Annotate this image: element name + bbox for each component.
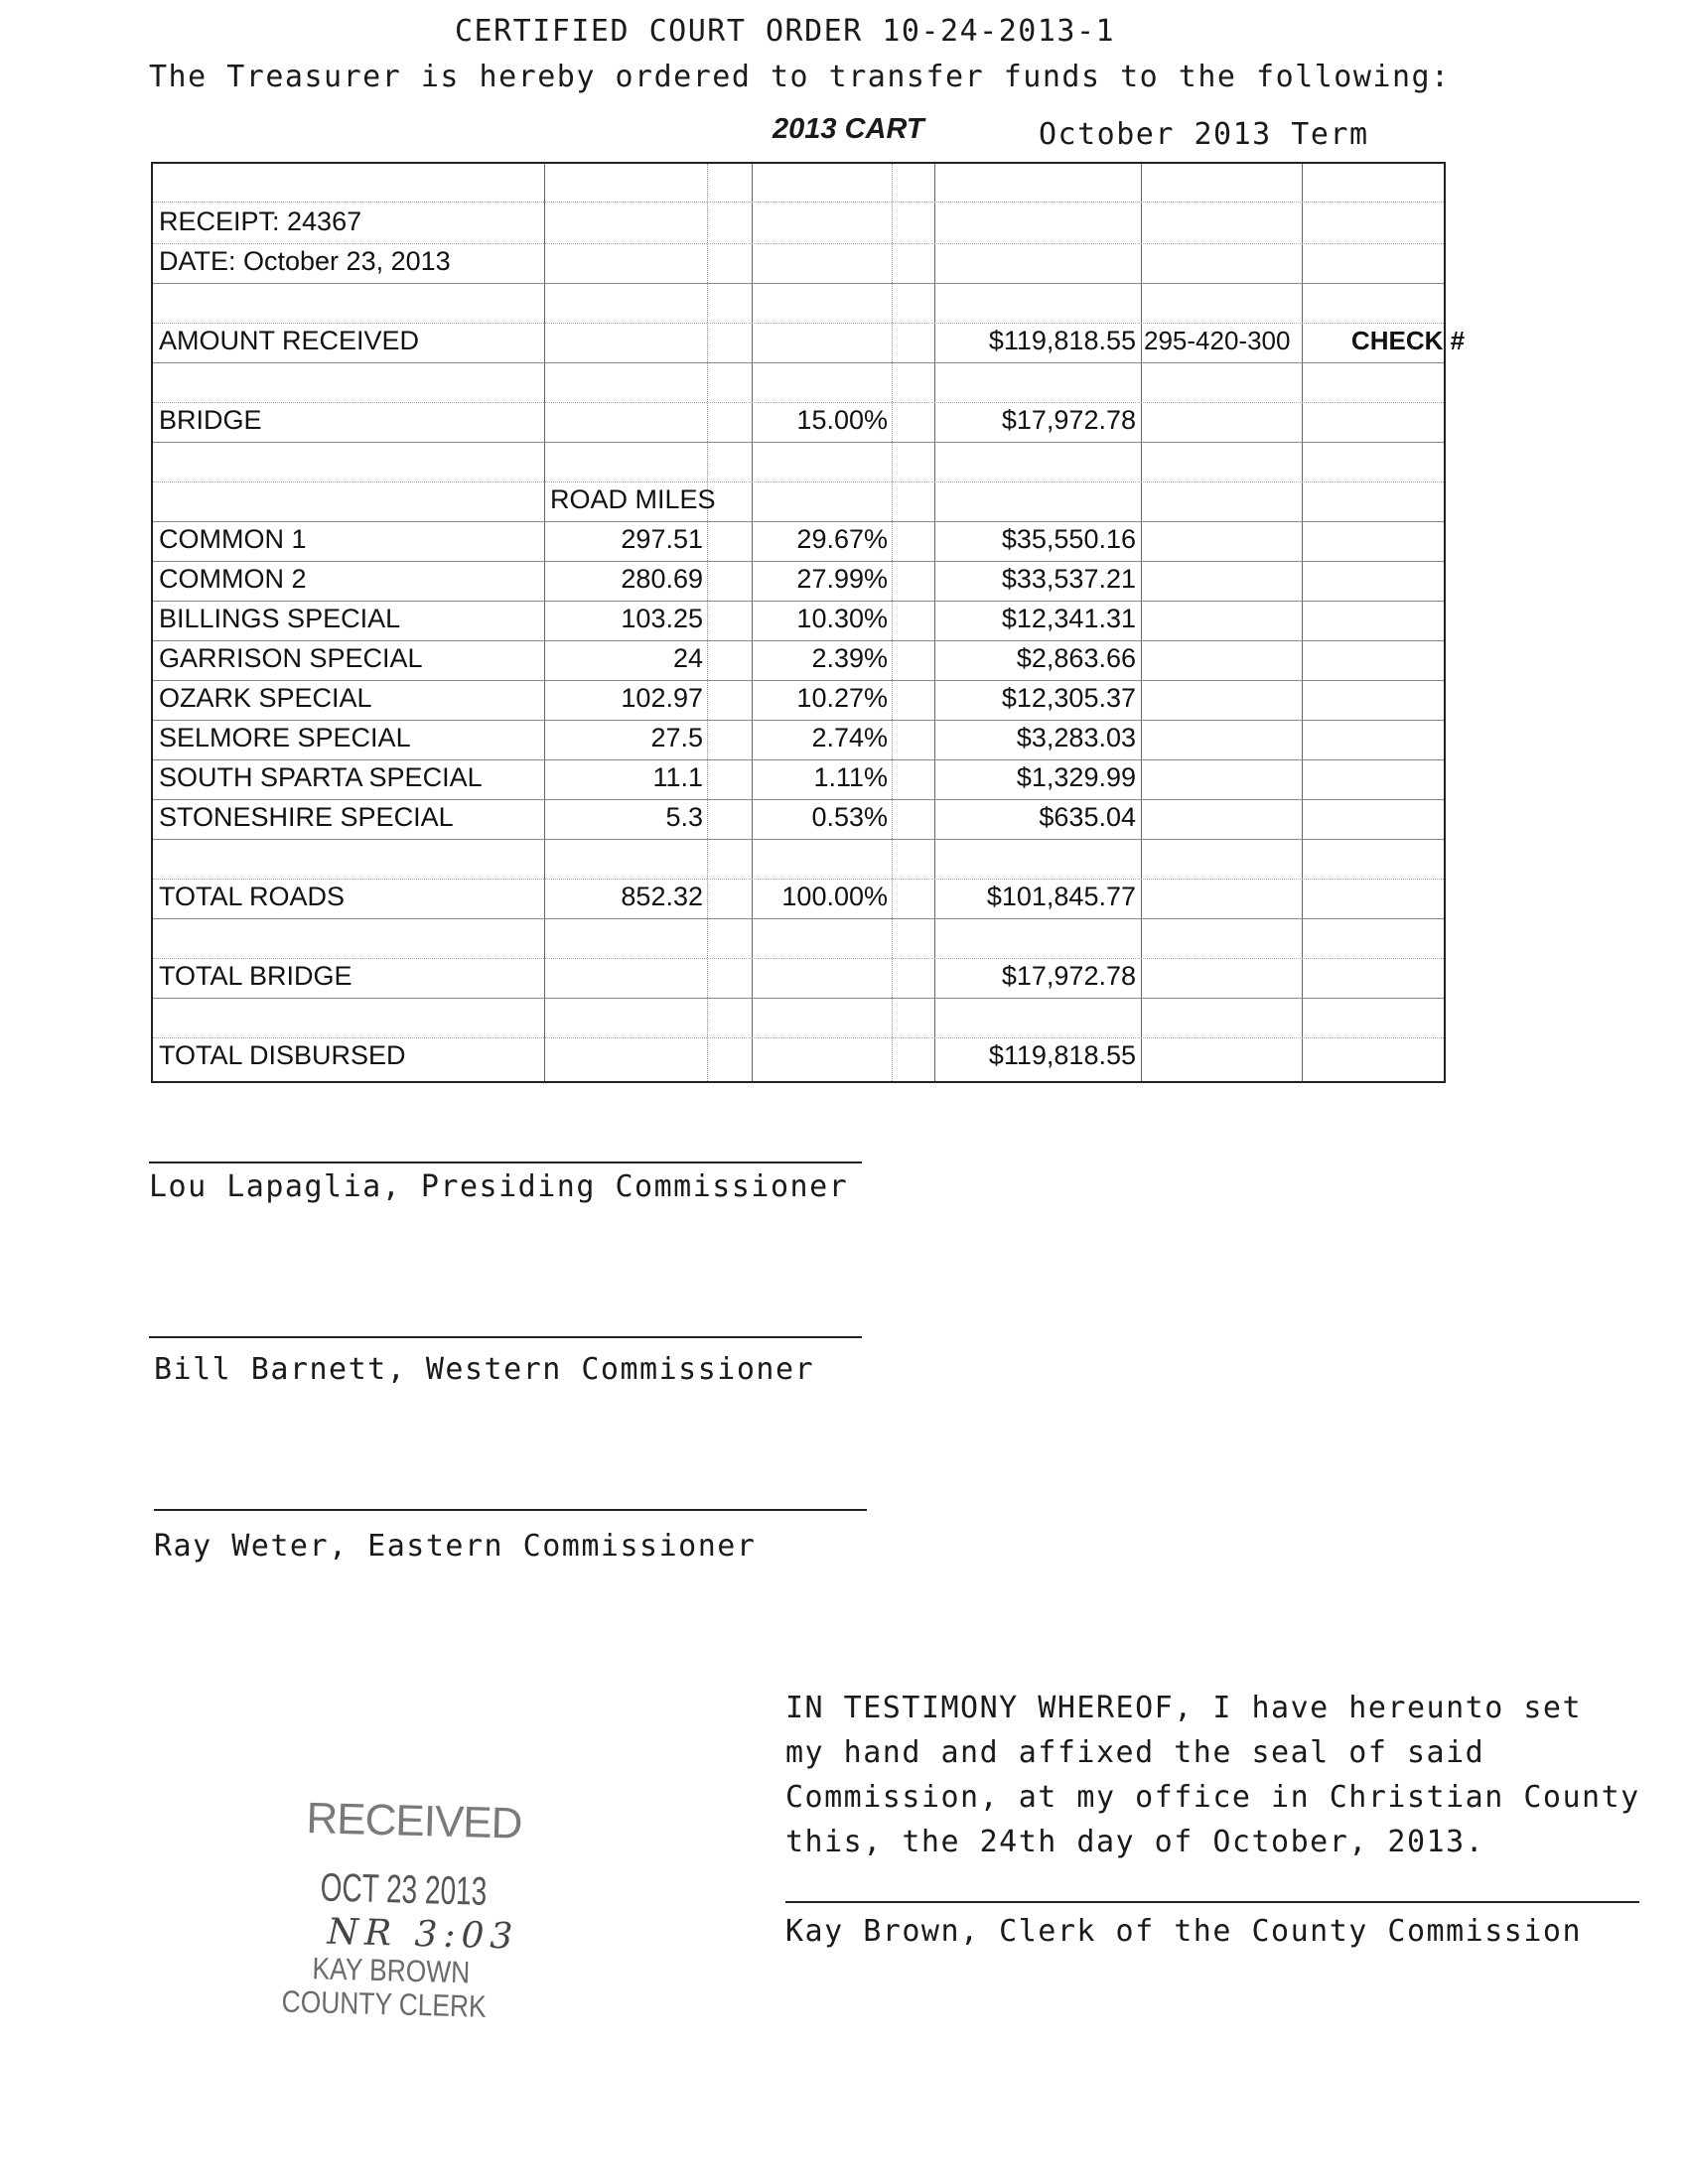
total-bridge-amount: $17,972.78: [1001, 961, 1136, 991]
district-amount: $635.04: [1039, 802, 1136, 832]
stamp-received: RECEIVED: [305, 1794, 523, 1848]
district-road-miles: 102.97: [621, 683, 703, 713]
bridge-label: BRIDGE: [159, 405, 262, 435]
stamp-date: OCT 23 2013: [320, 1865, 488, 1914]
district-road-miles: 24: [672, 643, 703, 673]
district-road-miles: 297.51: [621, 524, 703, 554]
district-label: GARRISON SPECIAL: [159, 643, 423, 673]
district-road-miles: 11.1: [652, 762, 703, 792]
road-miles-header: ROAD MILES: [550, 484, 716, 514]
district-amount: $3,283.03: [1016, 723, 1136, 752]
total-roads-miles: 852.32: [621, 882, 703, 911]
amount-received-label: AMOUNT RECEIVED: [159, 326, 420, 355]
district-amount: $1,329.99: [1016, 762, 1136, 792]
program-label: 2013 CART: [773, 113, 924, 145]
district-amount: $35,550.16: [1001, 524, 1136, 554]
district-label: OZARK SPECIAL: [159, 683, 372, 713]
district-label: SOUTH SPARTA SPECIAL: [159, 762, 483, 792]
amount-received-value: $119,818.55: [988, 326, 1136, 355]
receipt-number: RECEIPT: 24367: [159, 206, 362, 236]
account-number: 295-420-300: [1144, 326, 1291, 355]
district-percent: 2.74%: [811, 723, 888, 752]
total-disbursed-label: TOTAL DISBURSED: [159, 1040, 406, 1070]
district-amount: $12,341.31: [1001, 604, 1136, 633]
clerk-name: Kay Brown, Clerk of the County Commission: [785, 1914, 1583, 1949]
testimony-line-3: Commission, at my office in Christian County: [785, 1780, 1640, 1815]
total-roads-pct: 100.00%: [781, 882, 888, 911]
ledger-table: [151, 162, 1466, 1083]
western-commissioner: Bill Barnett, Western Commissioner: [154, 1352, 815, 1387]
signature-line-presiding: [149, 1161, 862, 1163]
district-label: COMMON 2: [159, 564, 307, 594]
signature-line-western: [149, 1336, 862, 1338]
bridge-pct: 15.00%: [796, 405, 888, 435]
district-amount: $2,863.66: [1016, 643, 1136, 673]
district-amount: $33,537.21: [1001, 564, 1136, 594]
testimony-line-4: this, the 24th day of October, 2013.: [785, 1825, 1485, 1859]
term-label: October 2013 Term: [1039, 117, 1369, 152]
district-road-miles: 5.3: [665, 802, 703, 832]
district-percent: 27.99%: [796, 564, 888, 594]
stamp-clerk-office: COUNTY CLERK: [281, 1983, 488, 2024]
total-bridge-label: TOTAL BRIDGE: [159, 961, 352, 991]
testimony-line-1: IN TESTIMONY WHEREOF, I have hereunto set: [785, 1691, 1583, 1725]
eastern-commissioner: Ray Weter, Eastern Commissioner: [154, 1529, 757, 1564]
presiding-commissioner: Lou Lapaglia, Presiding Commissioner: [149, 1169, 849, 1204]
testimony-line-2: my hand and affixed the seal of said: [785, 1735, 1485, 1770]
total-disbursed-amount: $119,818.55: [988, 1040, 1136, 1070]
district-percent: 10.30%: [796, 604, 888, 633]
district-percent: 10.27%: [796, 683, 888, 713]
total-roads-amount: $101,845.77: [986, 882, 1136, 911]
district-percent: 1.11%: [813, 762, 888, 792]
district-label: COMMON 1: [159, 524, 307, 554]
district-road-miles: 280.69: [621, 564, 703, 594]
received-stamp: [265, 1793, 569, 2039]
district-percent: 29.67%: [796, 524, 888, 554]
order-title: CERTIFIED COURT ORDER 10-24-2013-1: [455, 14, 1116, 49]
stamp-handwritten-time: NR 3:03: [327, 1911, 519, 1958]
bridge-amount: $17,972.78: [1001, 405, 1136, 435]
district-amount: $12,305.37: [1001, 683, 1136, 713]
district-label: STONESHIRE SPECIAL: [159, 802, 454, 832]
district-road-miles: 103.25: [621, 604, 703, 633]
district-percent: 2.39%: [811, 643, 888, 673]
district-percent: 0.53%: [811, 802, 888, 832]
receipt-date: DATE: October 23, 2013: [159, 246, 451, 276]
stamp-clerk-name: KAY BROWN: [312, 1951, 471, 1990]
order-instruction: The Treasurer is hereby ordered to transfer funds to the following:: [149, 60, 1451, 94]
signature-line-clerk: [785, 1901, 1639, 1903]
district-road-miles: 27.5: [650, 723, 703, 752]
total-roads-label: TOTAL ROADS: [159, 882, 346, 911]
check-number-label: CHECK #: [1350, 326, 1466, 355]
signature-line-eastern: [154, 1509, 867, 1511]
district-label: SELMORE SPECIAL: [159, 723, 411, 752]
district-label: BILLINGS SPECIAL: [159, 604, 401, 633]
